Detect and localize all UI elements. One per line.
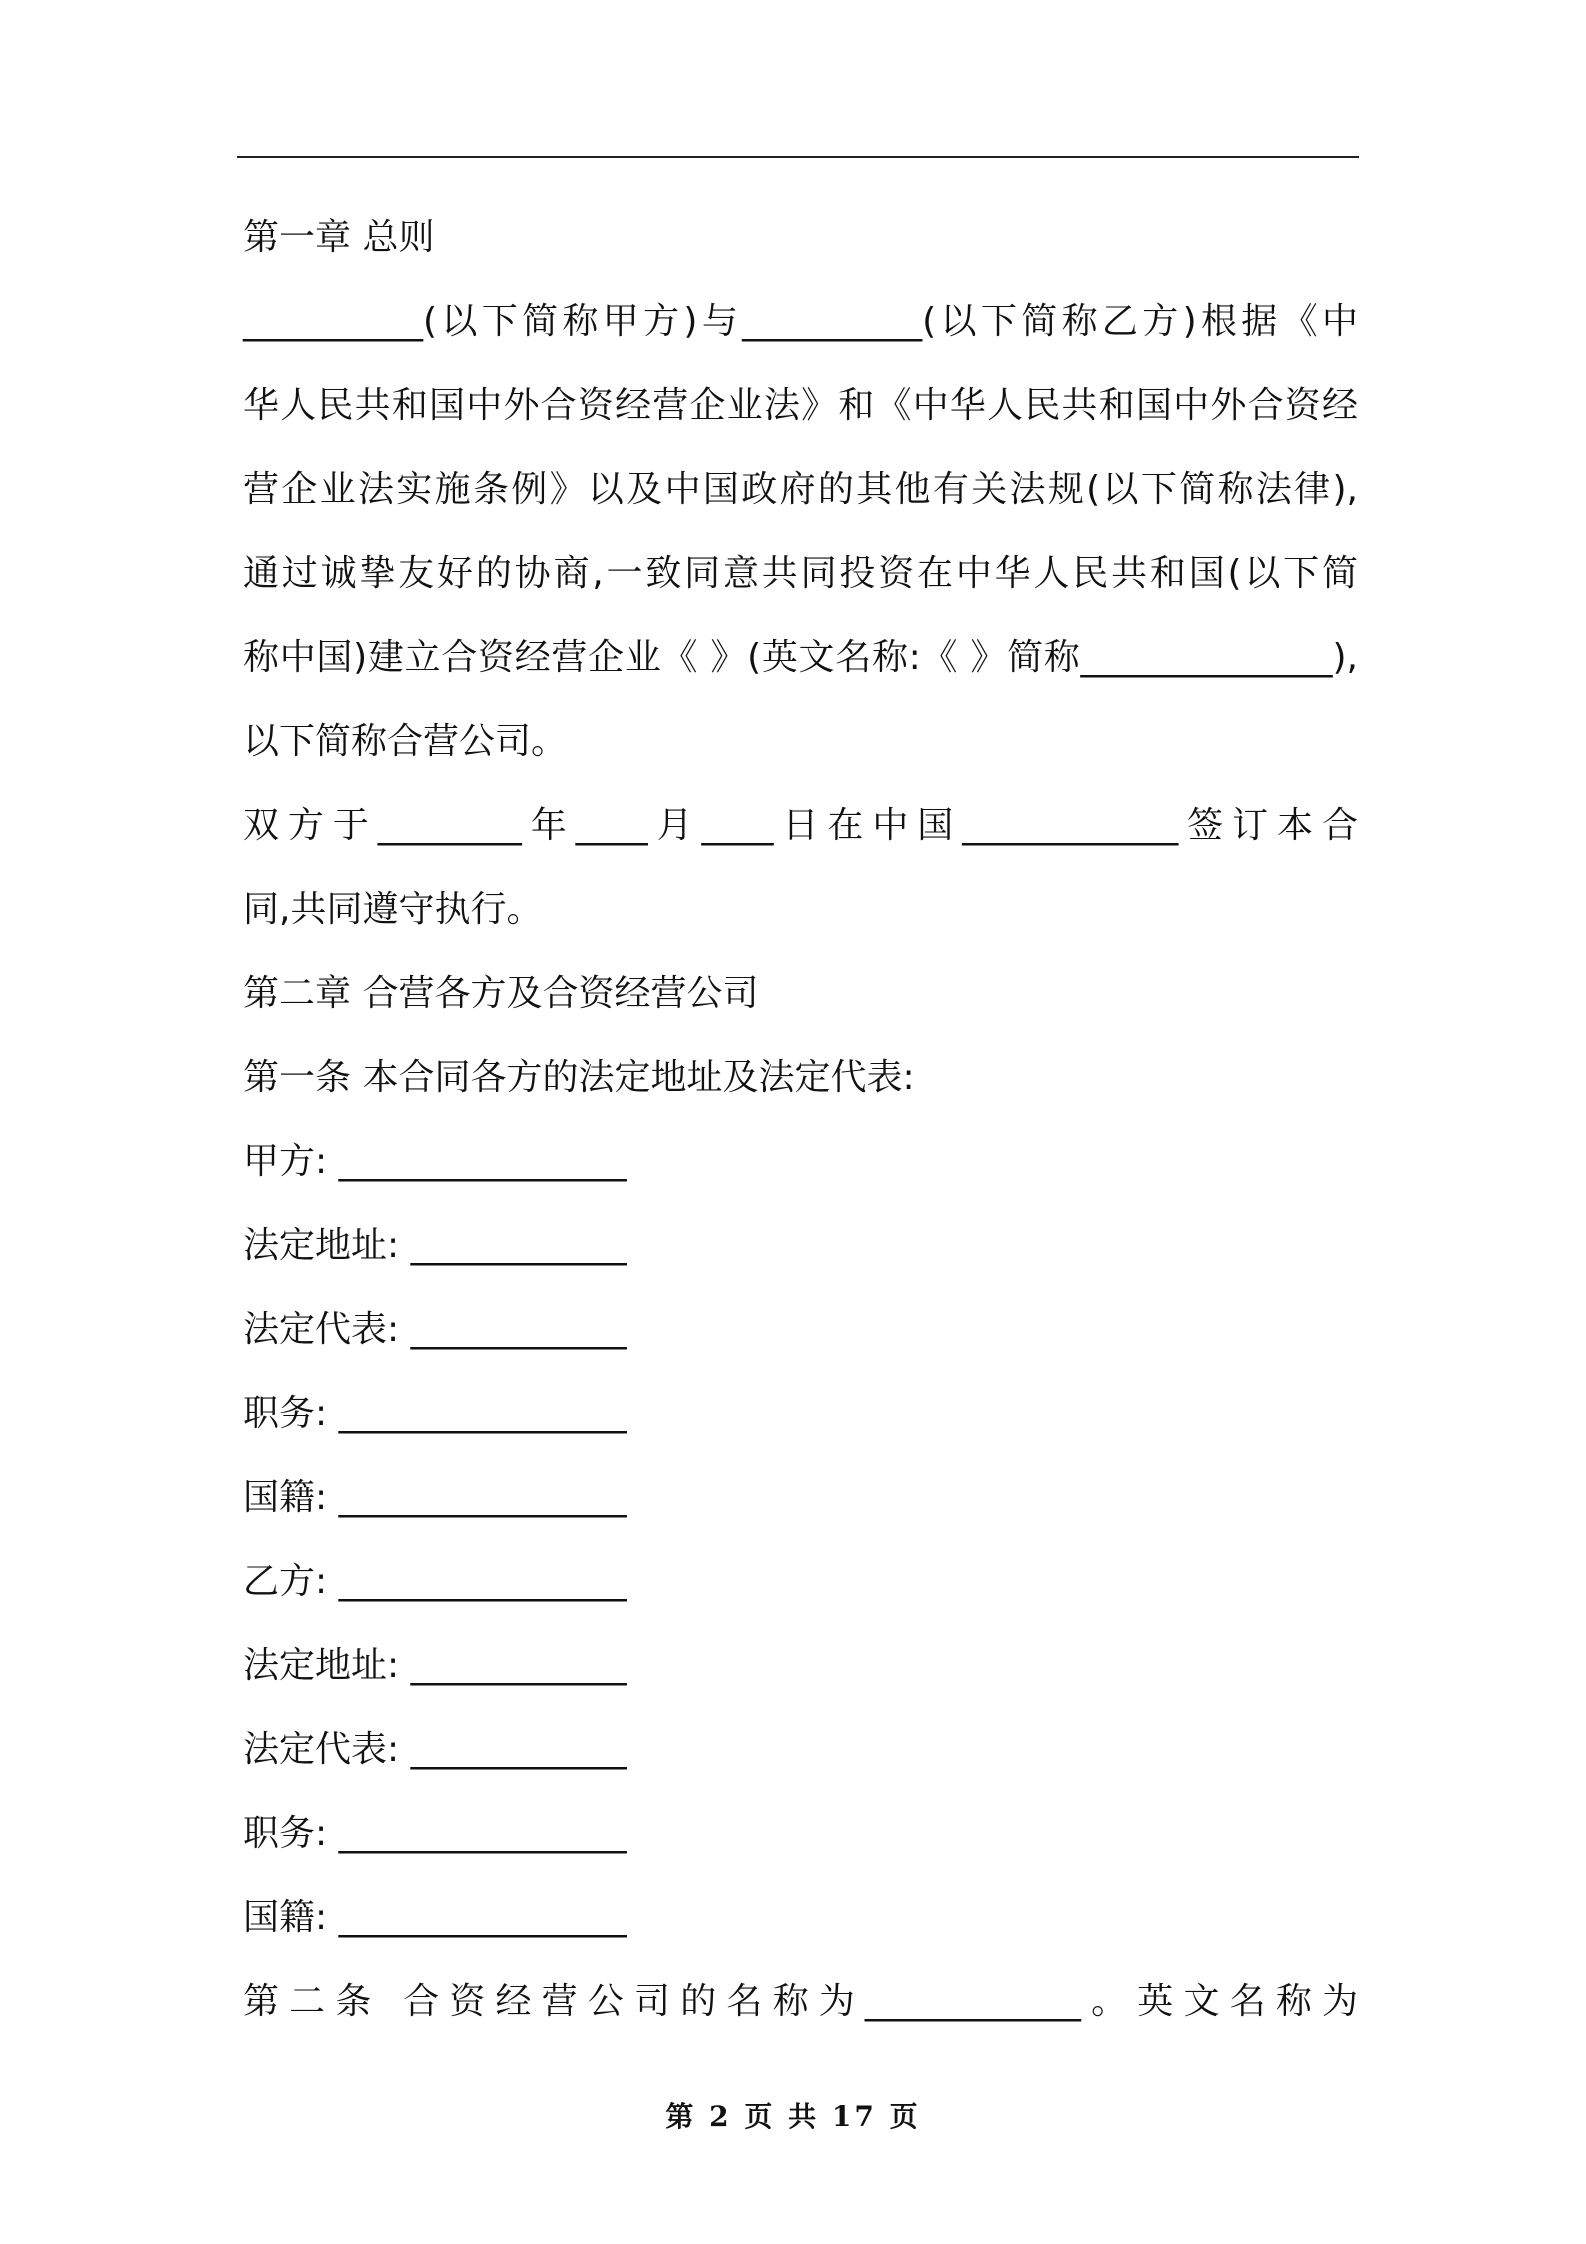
chapter-2-heading: 第二章 合营各方及合资经营公司 — [243, 973, 759, 1014]
party-a-representative-field: 法定代表: ____________ — [243, 1309, 627, 1350]
party-b-position-field: 职务: ________________ — [243, 1813, 627, 1854]
party-a-position-field: 职务: ________________ — [243, 1393, 627, 1434]
paragraph-line: __________(以下简称甲方)与__________(以下简称乙方)根据《中 — [243, 301, 1358, 342]
paragraph-line: 同,共同遵守执行。 — [243, 889, 543, 930]
paragraph-line: 称中国)建立合资经营企业《 》(英文名称:《 》简称______________), — [243, 637, 1358, 678]
paragraph-line: 通过诚挚友好的协商,一致同意共同投资在中华人民共和国(以下简 — [243, 553, 1358, 594]
paragraph-line: 华人民共和国中外合资经营企业法》和《中华人民共和国中外合资经 — [243, 385, 1358, 426]
document-body — [243, 196, 1358, 2044]
party-a-field: 甲方: ________________ — [243, 1141, 627, 1182]
paragraph-line: 以下简称合营公司。 — [243, 721, 568, 762]
party-b-address-field: 法定地址: ____________ — [243, 1645, 627, 1686]
page-number: 第 2 页 共 17 页 — [665, 2100, 921, 2133]
paragraph-line: 营企业法实施条例》以及中国政府的其他有关法规(以下简称法律), — [243, 469, 1358, 510]
paragraph-line: 双方于________年____月____日在中国____________签订本合 — [243, 805, 1358, 846]
article-1-heading: 第一条 本合同各方的法定地址及法定代表: — [243, 1057, 915, 1098]
party-a-nationality-field: 国籍: ________________ — [243, 1477, 627, 1518]
party-b-field: 乙方: ________________ — [243, 1561, 627, 1602]
header-rule — [237, 156, 1359, 158]
party-a-address-field: 法定地址: ____________ — [243, 1225, 627, 1266]
party-b-representative-field: 法定代表: ____________ — [243, 1729, 627, 1770]
party-b-nationality-field: 国籍: ________________ — [243, 1897, 627, 1938]
chapter-1-heading: 第一章 总则 — [243, 217, 435, 258]
article-2-line: 第二条 合资经营公司的名称为____________。英文名称为 — [243, 1981, 1358, 2022]
